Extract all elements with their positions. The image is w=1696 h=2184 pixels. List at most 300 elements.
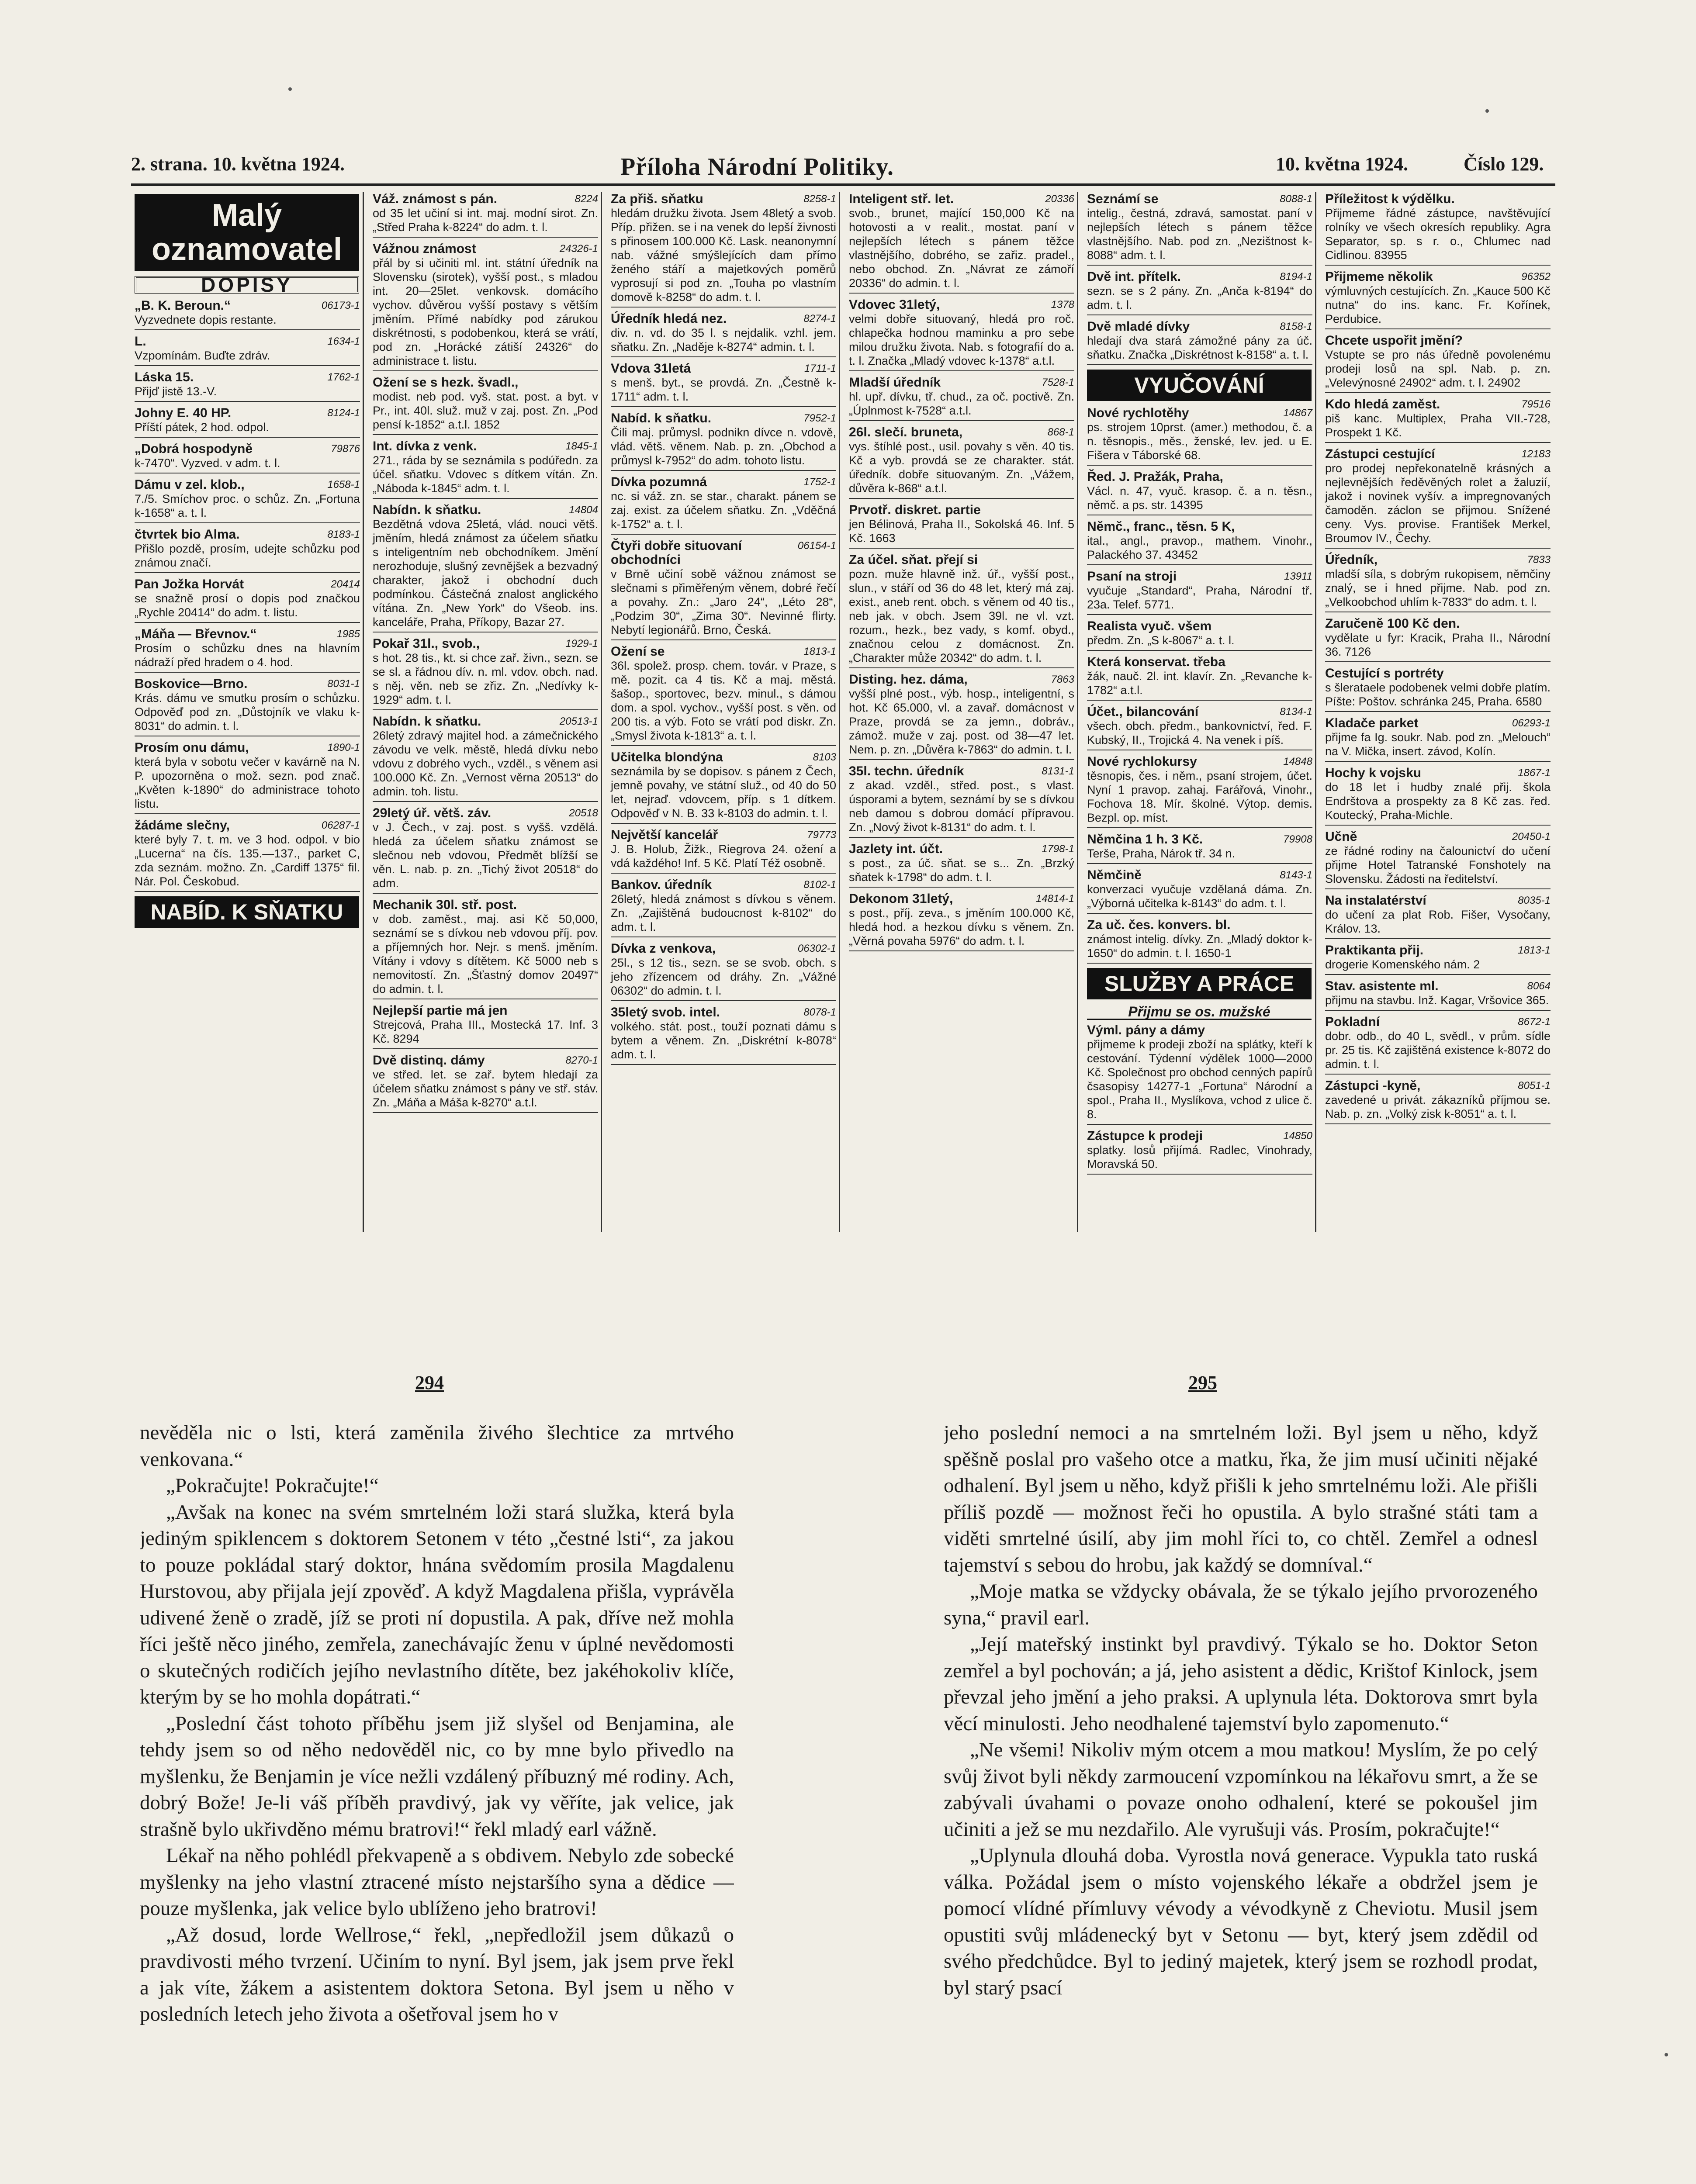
ad-code: 8124-1 (327, 407, 360, 419)
ad-code: 1711-1 (804, 363, 836, 374)
ad-body: konverzaci vyučuje vzdělaná dáma. Zn. „Výborná učitelka k-8143“ do adm. t. l. (1087, 883, 1312, 910)
ad-headline: Která konservat. třeba (1087, 655, 1225, 669)
ad-code: 20450-1 (1512, 831, 1551, 843)
ad-code: 79773 (807, 829, 836, 841)
ad-headline: „Máňa — Břevnov.“ (135, 627, 257, 641)
ad-body: ital., angl., pravop., mathem. Vinohr., Palackého 37. 43452 (1087, 534, 1312, 561)
ad-headline: Psaní na stroji (1087, 569, 1177, 584)
ad-code: 20414 (331, 578, 360, 590)
ad-headline: Vážnou známost (373, 242, 476, 256)
ad-headline: Zaručeně 100 Kč den. (1325, 616, 1460, 631)
classified-ad (1087, 918, 1312, 964)
serial-story-right (944, 1420, 1538, 2184)
ad-headline: Dvě distinq. dámy (373, 1053, 485, 1068)
classified-ad (849, 425, 1074, 499)
classified-ad (1325, 397, 1551, 443)
ad-code: 79876 (331, 443, 360, 455)
classified-ad (1325, 334, 1551, 393)
ad-body: seznámila by se dopisov. s pánem z Čech, jemně povahy, ve státní služ., od 40 do 50 let, nejraď. vdovcem, příp. s 1 dítkem. Odpověď v N. B. 33 k-8103 do admin. t. l. (611, 765, 836, 820)
classified-ad (611, 828, 836, 874)
ad-code: 8270-1 (565, 1054, 598, 1066)
ad-headline: Největší kancelář (611, 828, 718, 842)
ad-code: 14804 (569, 504, 598, 516)
classified-ad (849, 842, 1074, 888)
ad-headline: Pokladní (1325, 1015, 1380, 1029)
ad-code: 14867 (1283, 407, 1312, 419)
classified-ad (1325, 1015, 1551, 1075)
ad-headline: Kladače parket (1325, 716, 1419, 730)
ad-headline: Dvě mladé dívky (1087, 319, 1190, 334)
ad-headline: Ožení se s hezk. švadl., (373, 375, 519, 390)
speck (1665, 2053, 1668, 2056)
ad-headline: Dívka z venkova, (611, 941, 716, 956)
classified-ad (373, 898, 598, 999)
ad-body: žák, nauč. 2l. int. klavír. Zn. „Revanche k-1782“ a.t.l. (1087, 670, 1312, 697)
classified-ad (1325, 1079, 1551, 1124)
classified-ad (611, 539, 836, 640)
ad-headline: Zástupci -kyně, (1325, 1078, 1421, 1093)
ad-body: přál by si učiniti ml. int. státní úředník na Slovensku (sirotek), vyšší post., s mladou int. 20—25let. venkovsk. domácího vychov. důvěrou vyšší postavy s větším jměním. Přímé nabídky pod zárukou diskrétnosti, s podobenkou, která se vrátí, pod zn. „Horácké zátiší 24326“ do administrace t. listu. (373, 256, 598, 367)
ad-headline: Johny E. 40 HP. (135, 406, 232, 420)
ad-headline: Dvě int. přítelk. (1087, 270, 1181, 284)
ad-body: v Brně učiní sobě vážnou známost se slečnami s přiměřeným věnem, dobré řečí a povahy. Zn.: „Jaro 24“, „Léto 28“, „Podzim 30“, „Zima 30“. Nevinné flirty. Nebytí legionářů. Brno, Česká. (611, 567, 836, 636)
ad-body: dobr. odb., do 40 L, svědl., v prům. sídle pr. 25 tis. Kč zajištěná existence k-8072 do admin. t. l. (1325, 1030, 1551, 1071)
ad-code: 8274-1 (803, 313, 836, 325)
ad-headline: Chcete uspořit jmění? (1325, 333, 1463, 348)
ad-body: s hot. 28 tis., kt. si chce zař. živn., sezn. se se sl. a řádnou dív. n. ml. vdov. obch. nad. s něj. věn. neb se zřiz. Zn. „Nedívky k-1929“ adm. t. l. (373, 651, 598, 706)
ad-headline: Boskovice—Brno. (135, 677, 248, 691)
ad-body: Terše, Praha, Nárok tř. 34 n. (1087, 847, 1236, 860)
nabid-k-snatku-banner: NABÍD. K SŇATKU (135, 896, 359, 928)
ad-body: které byly 7. t. m. ve 3 hod. odpol. v bio „Lucerna“ na čís. 135.—137., parket C, zda seznám. možno. Zn. „Cardiff 1375“ fil. Nár. Pol. Českobud. (135, 833, 360, 888)
ad-code: 79908 (1283, 833, 1312, 845)
ad-code: 8672-1 (1518, 1016, 1551, 1028)
ad-body: známost intelig. dívky. Zn. „Mladý doktor k-1650“ do admin. t. l. 1650-1 (1087, 933, 1312, 960)
classified-ad (1325, 667, 1551, 712)
classified-ad (849, 298, 1074, 371)
ad-body: ps. strojem 10prst. (amer.) methodou, č. a n. těsnopis., měs., ženské, lev. jed. u E. Fišera v Táborské 68. (1087, 421, 1312, 462)
ad-code: 06302-1 (797, 943, 836, 954)
ad-body: div. n. vd. do 35 l. s nejdalik. vzhl. jem. sňatku. Zn. „Naděje k-8274“ admin. t. l. (611, 326, 836, 353)
classified-ad (849, 553, 1074, 668)
classified-ad (611, 312, 836, 357)
ad-body: sezn. se s 2 pány. Zn. „Anča k-8194“ do adm. t. l. (1087, 284, 1312, 311)
ad-code: 8051-1 (1518, 1080, 1551, 1092)
ad-body: hledají dva stará zámožné pány za úč. sňatku. Značka „Diskrétnost k-8158“ a. t. l. (1087, 334, 1312, 361)
ad-body: svob., brunet, mající 150,000 Kč na hotovosti a v realit., mostat. paní v nejlepších létech s pánem těžce vlastnějšího, dobrého, se zařiz. pradel., nebo obchod. Zn. „Návrat ze zámoří 20336“ do admin. t. l. (849, 207, 1074, 290)
ad-body: Vyzvednete dopis restante. (135, 313, 277, 326)
classified-ad (611, 942, 836, 1001)
ad-body: 271., ráda by se seznámila s podúředn. za účel. sňatku. Vdovec s dítkem vítán. Zn. „Náboda k-1845“ adm. t. l. (373, 454, 598, 495)
classified-ad (373, 1004, 598, 1049)
classified-ad (135, 335, 360, 366)
ad-body: do učení za plat Rob. Fišer, Vysočany, Králov. 13. (1325, 908, 1551, 935)
ad-headline: 35l. techn. úředník (849, 764, 964, 778)
ad-headline: Bankov. úředník (611, 878, 712, 892)
classified-ad (1325, 270, 1551, 329)
ad-headline: Disting. hez. dáma, (849, 672, 968, 687)
ad-body: hl. upř. dívku, tř. chud., za oč. poctivě. Zn. „Úplnmost k-7528“ a.t.l. (849, 390, 1074, 417)
ad-code: 1634-1 (327, 335, 360, 347)
ad-headline: Na instalatérství (1325, 893, 1426, 908)
classified-ad (611, 1006, 836, 1065)
ad-body: přijmeme k prodeji zboží na splátky, kteří k cestování. Týdenní výdělek 1000—2000 Kč. Společnost pro obchod cenných papírů čsasopisy 14277-1 „Fortuna“ Národní a spol., Praha II., Myslíkova, vchod z ulice č. 8. (1087, 1038, 1312, 1121)
ad-headline: Mladší úředník (849, 375, 941, 390)
ad-headline: Vdova 31letá (611, 361, 691, 376)
ad-body: do 18 let i hudby znalé přij. škola Endrštova a prospekty za 8 Kč zas. řed. Koutecký, Praha-Michle. (1325, 781, 1551, 822)
ad-code: 8103 (813, 751, 836, 763)
ad-headline: žádáme slečny, (135, 818, 230, 833)
ad-body: předm. Zn. „S k-8067“ a. t. l. (1087, 634, 1235, 647)
ad-headline: Učně (1325, 829, 1357, 844)
story-paragraph: „Moje matka se vždycky obávala, že se týkalo jejího prvorozeného syna,“ pravil earl. (944, 1580, 1538, 1629)
ad-headline: Učitelka blondýna (611, 750, 723, 764)
ad-body: která byla v sobotu večer v kavárně na N. P. upozorněna o mož. sezn. pod znač. „Květen k-1890“ do administrace tohoto listu. (135, 755, 360, 810)
classified-ad (1325, 979, 1551, 1011)
ad-body: Prosím o schůzku dnes na hlavním nádraží před hradem o 4. hod. (135, 642, 360, 669)
ad-headline: Ožení se (611, 644, 665, 659)
ad-body: 26letý, hledá známost s dívkou s věnem. Zn. „Zajištěná budoucnost k-8102“ do adm. t. l. (611, 892, 836, 933)
ad-headline: Nabíd. k sňatku. (611, 411, 712, 425)
classified-ad (849, 764, 1074, 838)
ad-headline: Dívka pozumná (611, 475, 707, 489)
ad-code: 7952-1 (803, 412, 836, 424)
ad-code: 20518 (569, 807, 598, 819)
ad-code: 8088-1 (1280, 193, 1312, 205)
ad-body: vydělate u fyr: Kracik, Praha II., Národní 36. 7126 (1325, 631, 1551, 658)
ad-headline: Řed. J. Pražák, Praha, (1087, 470, 1223, 484)
ad-body: ze řádné rodiny na čalounictví do učení přijme Hotel Tatranské Fonshotely na Slovensku. Žádosti na ředitelství. (1325, 844, 1551, 885)
ad-body: z akad. vzděl., střed. post., s vlast. úsporami a bytem, seznámí by se s dívkou neb damou s dobrou domácí přípravou. Zn. „Nový život k-8131“ do adm. t. l. (849, 779, 1074, 834)
classified-ad (373, 637, 598, 710)
classified-ad (373, 503, 598, 632)
ad-code: 1867-1 (1518, 767, 1551, 779)
ad-headline: Nabídn. k sňatku. (373, 714, 481, 729)
ad-code: 8224 (575, 193, 598, 205)
classified-ad (373, 1054, 598, 1113)
classified-ad (611, 645, 836, 746)
ad-code: 8143-1 (1280, 869, 1312, 881)
classified-ad (1087, 570, 1312, 615)
ad-code: 1813-1 (1518, 944, 1551, 956)
classified-ad (135, 528, 360, 573)
classified-ad (1087, 655, 1312, 701)
ad-headline: Praktikanta přij. (1325, 943, 1424, 957)
ad-headline: Stav. asistente ml. (1325, 979, 1439, 993)
ad-code: 14814-1 (1035, 893, 1074, 905)
ads-column-1 (131, 192, 364, 1232)
header-supplement-title: Příloha Národní Politiky. (620, 153, 894, 180)
classified-ad (135, 478, 360, 523)
classified-ad (373, 439, 598, 499)
ad-body: ve střed. let. se zař. bytem hledají za účelem sňatku známost s pány ve stř. stáv. Zn. „Máňa a Máša k-8270“ a.t.l. (373, 1068, 598, 1109)
ad-headline: 26l. slečí. bruneta, (849, 425, 963, 439)
story-paragraph: „Poslední část tohoto příběhu jsem již slyšel od Benjamina, ale tehdy jsem so od něho nedověděl nic, co by mne bylo přivedlo na myšlenku, že Benjamin je více nežli vzdálený příbuzný mé rodiny. Ach, dobrý Bože! Je-li váš příběh pravdivý, jak vy věříte, jak velice, jak strašně bylo ukřivděno mému bratrovi!“ řekl mladý earl vážně. (140, 1712, 734, 1841)
classified-ad (849, 503, 1074, 549)
ad-body: volkého. stát. post., touží poznati dámu s bytem a věnem. Zn. „Diskrétní k-8078“ adm. t. l. (611, 1020, 836, 1061)
ad-headline: Hochy k vojsku (1325, 766, 1422, 780)
classified-ad (373, 806, 598, 894)
prijmu-se-os-muzske-tag: Přijmu se os. mužské (1087, 1005, 1312, 1020)
story-paragraph: „Pokračujte! Pokračujte!“ (166, 1474, 379, 1497)
ad-body: Vstupte se pro nás úředně povolenému prodeji losů na spl. Nab. p. zn. „Velevýnosné 24902“ adm. t. l. 24902 (1325, 348, 1551, 389)
ad-headline: Cestující s portréty (1325, 666, 1444, 681)
ad-body: splatky. losů přijímá. Radlec, Vinohrady, Moravská 50. (1087, 1144, 1312, 1171)
ad-code: 7528-1 (1042, 377, 1074, 388)
ad-code: 1890-1 (327, 742, 360, 753)
story-paragraph: „Avšak na konec na svém smrtelném loži stará služka, která byla jediným spiklencem s doktorem Setonem v této „čestné lsti“, za jakou to pouze pokládal starý doktor, hnána svědomím prosila Magdalenu Hurstovou, aby přijala její zpověď. A když Magdalena přišla, vyprávěla udivené ženě o zradě, jíž se proti ní dopustila. A pak, dříve než mohla říci ještě něco jiného, zemřela, zanechávajíc ženu v úplné nevědomosti o skutečných rodičích jejího nevlastního dítěte, bez jakéhokoliv klíče, kterým by se ho mohla dopátrati.“ (140, 1500, 734, 1708)
ad-body: vys. štíhlé post., usil. povahy s věn. 40 tis. Kč a vyb. provdá se ze charakter. stát. úředník. dobře situovaným. Zn. „Vážem, důvěra k-868“ a.t.l. (849, 440, 1074, 495)
classified-ad (1087, 320, 1312, 365)
classified-ad (611, 750, 836, 824)
ad-headline: Úředník hledá nez. (611, 311, 727, 326)
classified-ad (1325, 192, 1551, 266)
ad-code: 1658-1 (327, 479, 360, 491)
classified-ad (135, 577, 360, 623)
classified-ad (1325, 716, 1551, 762)
dopisy-banner: DOPISY (135, 276, 359, 294)
ad-code: 8078-1 (803, 1006, 836, 1018)
ad-code: 8064 (1527, 980, 1551, 992)
classified-ad (1087, 270, 1312, 315)
ad-headline: Seznámí se (1087, 192, 1159, 206)
ad-body: vyučuje „Standard“, Praha, Národní tř. 23a. Telef. 5771. (1087, 584, 1312, 611)
ad-headline: Nabídn. k sňatku. (373, 503, 481, 517)
ad-headline: Němč., franc., těsn. 5 K, (1087, 519, 1235, 534)
classified-ad (1325, 766, 1551, 826)
classified-ad (1087, 833, 1312, 864)
ad-code: 96352 (1521, 271, 1551, 283)
classified-ad (1087, 619, 1312, 651)
story-paragraph: „Uplynula dlouhá doba. Vyrostla nová generace. Vypukla tato ruská válka. Požádal jsem o místo vojenského lékaře a obdržel jsem je pomocí vlídné přímluvy vévody a vévodkyně z Cheviotu. Musil jsem opustiti svůj mládenecký byt v Setonu — byt, který jsem zdědil od svého předchůdce. Byl to jediný majetek, který jsem se rozhodl prodat, byl starý psací (944, 1844, 1538, 1999)
page-number-right: 295 (1188, 1372, 1217, 1393)
ad-headline: Nové rychlotěhy (1087, 406, 1189, 420)
classified-ad (135, 406, 360, 438)
serial-story-left (140, 1420, 734, 2184)
classified-ad (1325, 553, 1551, 612)
classified-ad (849, 192, 1074, 294)
classified-ad (1325, 943, 1551, 975)
ad-body: výmluvných cestujících. Zn. „Kauce 500 Kč nutna“ do ins. kanc. Fr. Kořínek, Perdubice. (1325, 284, 1551, 325)
ad-code: 06173-1 (321, 300, 360, 311)
ad-headline: Prvotř. diskret. partie (849, 503, 981, 517)
ad-code: 06287-1 (321, 819, 360, 831)
page-number-left: 294 (415, 1372, 444, 1393)
classified-ad (1325, 894, 1551, 939)
ad-headline: Láska 15. (135, 370, 194, 384)
ad-headline: Int. dívka z venk. (373, 439, 477, 453)
speck (1485, 109, 1489, 113)
ad-headline: Zástupce k prodeji (1087, 1129, 1203, 1143)
classified-ad (1325, 830, 1551, 889)
ad-body: se snažně prosí o dopis pod značkou „Rychle 20414“ do adm. t. listu. (135, 592, 360, 619)
classified-ad (611, 192, 836, 308)
ad-body: Přijmeme řádné zástupce, navštěvující rolníky ve všech okresích republiky. Agra Separator, sp. s r. o., Chlumec nad Cidlinou. 83955 (1325, 207, 1551, 262)
story-paragraph: „Ne všemi! Nikoliv mým otcem a mou matkou! Myslím, že po celý svůj život byli někdy zarmoucení vzpomínkou na lékařovu smrt, a že se zabývali úvahami o povaze onoho odhalení, které se pokoušel jim učiniti a jež se mu nezdařilo. Ale vyrušuji vás. Prosím, pokračujte!“ (944, 1738, 1538, 1841)
ad-code: 8131-1 (1042, 765, 1074, 777)
ad-code: 1752-1 (803, 476, 836, 488)
ad-body: těsnopis, čes. i něm., psaní strojem, účet. Nyní 1 pravop. zahaj. Farářová, Vinohr., Fochova 18. Mír. školné. Výtop. demis. Bezpl. op. míst. (1087, 769, 1312, 824)
ad-headline: Kdo hledá zaměst. (1325, 397, 1440, 411)
ad-headline: Zástupci cestující (1325, 447, 1435, 461)
classified-ad (1087, 520, 1312, 565)
ad-headline: Příležitost k výdělku. (1325, 192, 1455, 206)
ad-headline: Dekonom 31letý, (849, 892, 953, 906)
ad-headline: Prosím onu dámu, (135, 740, 249, 755)
ad-headline: 29letý úř. větš. záv. (373, 806, 491, 820)
ad-headline: Pan Jožka Horvát (135, 577, 244, 591)
classified-ads (131, 192, 1555, 1232)
ad-body: intelig., čestná, zdravá, samostat. paní v nejlepších létech s pánem těžce vlastnějšího. Nab. pod zn. „Nezištnost k-8088“ adm. t. l. (1087, 207, 1312, 262)
classified-ad (1087, 406, 1312, 466)
ad-body: velmi dobře situovaný, hledá pro roč. chlapečka hodnou maminku a pro sebe milou družku života. Nab. s fotografií do a. t. l. Značka „Mladý vdovec k-1378“ a.t.l. (849, 312, 1074, 367)
ad-headline: Váž. známost s pán. (373, 192, 498, 206)
ad-body: Bezdětná vdova 25letá, vlád. nouci větš. jměním, hledá známost za účelem sňatku s inteligentním neb obchodníkem. Jmění nerozhoduje, slušný zevnějšek a bezvadný charakter, jakož i obchodní duch podmínkou. Částečná znalost anglického vítána. Zn. „New York“ do Všeob. ins. kanceláře, Praha, Příkopy, Bazar 27. (373, 518, 598, 629)
classified-ad (611, 878, 836, 937)
classified-ad (849, 892, 1074, 951)
ad-body: 26letý zdravý majitel hod. a zámečnického závodu ve velk. městě, hledá dívku nebo vdovu z dobrého vych., vzděl., s věnem asi 100.000 Kč. Zn. „Vernost věrna 20513“ do admin. toh. listu. (373, 729, 598, 798)
ad-code: 8102-1 (803, 879, 836, 891)
ad-code: 1378 (1051, 299, 1074, 311)
ad-headline: 35letý svob. intel. (611, 1005, 720, 1019)
ad-code: 8035-1 (1518, 895, 1551, 906)
story-paragraph: Lékař na něho pohlédl překvapeně a s obdivem. Nebylo zde sobecké myšlenky na jeho vlastní ztracené místo nejstaršího syna a dědice — pouze myšlenka, jak velice bylo ublíženo jeho bratrovi! (140, 1844, 734, 1920)
ad-code: 868-1 (1047, 426, 1074, 438)
ad-body: 25l., s 12 tis., sezn. se se svob. obch. s jeho zřízencem od dráhy. Zn. „Vážné 06302“ do admin. t. l. (611, 956, 836, 997)
story-paragraph: „Až dosud, lorde Wellrose,“ řekl, „nepředložil jsem důkazů o pravdivosti mého tvrzení. Učiním to nyní. Byl jsem, jak jsem prve řekl a jak víte, žákem a asistentem doktora Setona. Byl jsem u něho v posledních letech jeho života a ošetřoval jsem ho v (140, 1923, 734, 2025)
classified-ad (135, 677, 360, 736)
classified-ad (849, 376, 1074, 421)
classified-ad (1087, 1129, 1312, 1175)
ad-headline: Za uč. čes. konvers. bl. (1087, 918, 1231, 932)
classified-ad (611, 475, 836, 535)
page-header (131, 149, 1555, 186)
classified-ad (135, 741, 360, 814)
ad-body: všech. obch. předm., bankovnictví, řed. F. Kubský, II., Trojická 4. Na venek i píš. (1087, 719, 1312, 746)
classified-ad (373, 242, 598, 371)
ad-code: 8258-1 (803, 193, 836, 205)
ad-code: 8134-1 (1280, 706, 1312, 718)
maly-oznamovatel-banner: Malý oznamovatel (135, 194, 359, 271)
ad-body: mladší síla, s dobrým rukopisem, němčiny znalý, se i hned přijme. Nab. pod zn. „Velkoobchod uhlím k-7833“ do adm. t. l. (1325, 567, 1551, 608)
ad-body: Krás. dámu ve smutku prosím o schůzku. Odpověď pod zn. „Důstojník ve vlaku k-8031“ do admin. t. l. (135, 691, 360, 733)
ad-body: Přijď jistě 13.-V. (135, 385, 217, 398)
header-date: 10. května 1924. (1276, 153, 1409, 175)
ad-code: 24326-1 (559, 243, 598, 255)
ad-body: drogerie Komenského nám. 2 (1325, 958, 1480, 971)
ad-body: pozn. muže hlavně inž. úř., vyšší post., slun., v stáří od 36 do 48 let, který má zaj. exist., aneb rent. obch. s věnem od 40 tis., neb jak. v obch. Jsem 39l. ne vl. vzt. rozum., hezk., bez vady, s komf. obyd., značnou celou z domácnost. Zn. „Charakter může 20342“ do adm. t. l. (849, 567, 1074, 664)
ads-column-4 (845, 192, 1078, 1232)
ad-code: 06154-1 (797, 540, 836, 552)
ad-headline: Realista vyuč. všem (1087, 619, 1212, 633)
ads-column-5 (1083, 192, 1316, 1232)
ad-body: v dob. zaměst., maj. asi Kč 50,000, seznámí se s dívkou neb vdovou příj. pov. a příjemných hor. Nejr. s menš. jměním. Vítány i vdovy s dítětem. Kč 5000 neb s nemovitostí. Zn. „Šťastný domov 20497“ do admin. t. l. (373, 912, 598, 995)
ad-headline: Vdovec 31letý, (849, 297, 940, 312)
sluzby-a-prace-banner: SLUŽBY A PRÁCE (1087, 968, 1312, 999)
classified-ad (373, 376, 598, 435)
ad-headline: Pokař 31l., svob., (373, 636, 480, 651)
ad-body: Strejcová, Praha III., Mostecká 17. Inf. 3 Kč. 8294 (373, 1018, 598, 1045)
ad-headline: Úředník, (1325, 553, 1378, 567)
ad-body: Přišlo pozdě, prosím, udejte schůzku pod známou značí. (135, 542, 360, 569)
ad-headline: Dámu v zel. klob., (135, 477, 245, 492)
ad-code: 8183-1 (327, 529, 360, 540)
ad-headline: Němčině (1087, 868, 1142, 882)
ad-code: 1929-1 (565, 638, 598, 650)
ad-code: 12183 (1521, 448, 1551, 460)
ad-body: J. B. Holub, Žižk., Riegrova 24. ožení a vdá každého! Inf. 5 Kč. Platí Též osobně. (611, 843, 836, 870)
ad-body: jen Bélinová, Praha II., Sokolská 46. Inf. 5 Kč. 1663 (849, 518, 1074, 545)
classified-ad (1087, 705, 1312, 750)
ad-body: s post., příj. zeva., s jměním 100.000 Kč, hledá hod. a hezkou dívku s věnem. Zn. „Věrná povaha 5976“ do adm. t. l. (849, 906, 1074, 947)
ad-code: 7863 (1051, 674, 1074, 685)
classified-ad (135, 370, 360, 402)
ad-headline: Čtyři dobře situovaní obchodníci (611, 539, 742, 567)
classified-ad (1087, 868, 1312, 914)
ad-body: s šlerataele podobenek velmi dobře platím. Píšte: Poštov. schránka 245, Praha. 6580 (1325, 681, 1551, 708)
ad-headline: Výml. pány a dámy (1087, 1023, 1205, 1037)
ad-body: nc. si váž. zn. se star., charakt. pánem se zaj. exist. za účelem sňatku. Zn. „Vděčná k-1752“ a. t. l. (611, 490, 836, 531)
ad-code: 1813-1 (803, 646, 836, 657)
classified-ad (135, 442, 360, 473)
classified-ad (611, 411, 836, 471)
ad-body: vyšší plné post., výb. hosp., inteligentní, s hot. Kč 65.000, vl. a zavař. domácnost v Praze, provdá se za jemn., dobráv., zámož. muže v zaj. post. od 38—47 let. Nem. p. zn. „Důvěra k-7863“ do admin. t. l. (849, 687, 1074, 756)
classified-ad (135, 627, 360, 673)
ad-code: 1985 (336, 628, 360, 640)
ad-body: s menš. byt., se provdá. Zn. „Čestně k-1711“ adm. t. l. (611, 376, 836, 403)
ad-body: od 35 let učiní si int. maj. modní sirot. Zn. „Střed Praha k-8224“ do adm. t. l. (373, 207, 598, 234)
story-paragraph: „Její mateřský instinkt byl pravdivý. Týkalo se ho. Doktor Seton zemřel a byl pochován; a já, jeho asistent a dědic, Krištof Kinlock, jsem převzal jeho jmění a jeho praksi. A uplynula léta. Doktorova smrt byla věcí minulosti. Jeho neodhalené tajemství bylo zapomenuto.“ (944, 1633, 1538, 1735)
vyucovani-banner: VYUČOVÁNÍ (1087, 370, 1312, 401)
ad-headline: Za účel. sňat. přejí si (849, 553, 978, 567)
classified-ad (373, 715, 598, 802)
classified-ad (1325, 617, 1551, 662)
classified-ad (1087, 470, 1312, 515)
ad-code: 8194-1 (1280, 271, 1312, 283)
classified-ad (135, 819, 360, 892)
ad-headline: „B. K. Beroun.“ (135, 298, 231, 313)
ads-column-3 (607, 192, 840, 1232)
ad-body: s post., za úč. sňat. se s... Zn. „Brzký sňatek k-1798“ do adm. t. l. (849, 857, 1074, 884)
ads-column-2 (369, 192, 602, 1232)
ad-body: Václ. n. 47, vyuč. krasop. č. a n. těsn., němč. a ps. str. 14395 (1087, 484, 1312, 511)
header-issue-number: Číslo 129. (1464, 153, 1544, 175)
ad-body: pro prodej nepřekonatelně krásných a nejlevnějších ředěvěných rolet a žaluzií, jakož i novinek vyšív. a impregnovaných čamoděn. záclon se přijmou. Snížené ceny. Vys. provise. František Merkel, Broumov IV., Čechy. (1325, 462, 1551, 545)
ad-body: modist. neb pod. vyš. stat. post. a byt. v Pr., int. 40l. služ. muž v zaj. post. Zn. „Pod pensí k-1852“ a.t.l. 1852 (373, 390, 598, 431)
ad-headline: „Dobrá hospodyně (135, 442, 253, 456)
ad-headline: Účet., bilancování (1087, 705, 1199, 719)
ad-headline: Jazlety int. účt. (849, 842, 943, 856)
ad-body: Vzpomínám. Buďte zdráv. (135, 349, 270, 362)
ad-headline: Nejlepší partie má jen (373, 1003, 508, 1018)
classified-ad (1325, 447, 1551, 549)
ad-headline: Přijmeme několik (1325, 270, 1433, 284)
header-page-date: 2. strana. 10. května 1924. (131, 153, 345, 175)
ad-body: Čili maj. průmysl. podnikn dívce n. vdově, vlád. větš. věnem. Nab. p. zn. „Obchod a průmysl k-7952“ do adm. tohoto listu. (611, 426, 836, 467)
ad-headline: čtvrtek bio Alma. (135, 527, 240, 542)
ad-code: 1798-1 (1042, 843, 1074, 855)
classified-ad (135, 299, 360, 330)
story-paragraph: nevěděla nic o lsti, která zaměnila živého šlechtice za mrtvého venkovana.“ (140, 1421, 734, 1471)
ad-code: 06293-1 (1512, 717, 1551, 729)
ad-code: 20336 (1045, 193, 1074, 205)
ad-headline: Za přiš. sňatku (611, 192, 703, 206)
classified-ad (373, 192, 598, 238)
ad-body: k-7470“. Vyzved. v adm. t. l. (135, 456, 280, 470)
ad-code: 8031-1 (327, 678, 360, 690)
ad-body: 7./5. Smíchov proc. o schůz. Zn. „Fortuna k-1658“ a. t. l. (135, 492, 360, 519)
classified-ad (1087, 1023, 1312, 1125)
